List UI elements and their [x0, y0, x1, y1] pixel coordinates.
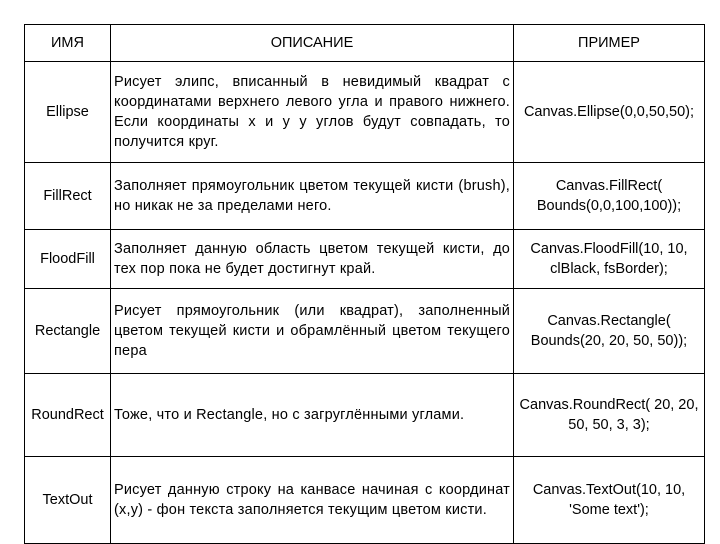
method-example: Canvas.FloodFill(10, 10, clBlack, fsBorder);	[514, 230, 705, 289]
method-description: Рисует элипс, вписанный в невидимый квадрат с координатами верхнего левого угла и правого нижнего. Если координаты х и у у углов будут совпадать, то получится круг.	[111, 62, 514, 163]
method-description: Рисует данную строку на канвасе начиная с координат (x,y) - фон текста заполняется текущим цветом кисти.	[111, 457, 514, 544]
table-row	[25, 457, 705, 544]
method-example: Canvas.TextOut(10, 10, 'Some text');	[514, 457, 705, 544]
header-name: ИМЯ	[25, 25, 111, 62]
method-example: Canvas.RoundRect( 20, 20, 50, 50, 3, 3);	[514, 374, 705, 457]
table-row	[25, 163, 705, 230]
method-description: Тоже, что и Rectangle, но с загруглёнными углами.	[111, 374, 514, 457]
method-example: Canvas.FillRect( Bounds(0,0,100,100));	[514, 163, 705, 230]
method-name: Ellipse	[25, 62, 111, 163]
header-example: ПРИМЕР	[514, 25, 705, 62]
method-name: FloodFill	[25, 230, 111, 289]
table-row	[25, 230, 705, 289]
table-row	[25, 62, 705, 163]
method-example: Canvas.Ellipse(0,0,50,50);	[514, 62, 705, 163]
method-example: Canvas.Rectangle( Bounds(20, 20, 50, 50));	[514, 289, 705, 374]
method-name: RoundRect	[25, 374, 111, 457]
method-description: Рисует прямоугольник (или квадрат), заполненный цветом текущей кисти и обрамлённый цветом текущего пера	[111, 289, 514, 374]
method-description: Заполняет прямоугольник цветом текущей кисти (brush), но никак не за пределами него.	[111, 163, 514, 230]
table-header-row	[25, 25, 705, 62]
method-name: TextOut	[25, 457, 111, 544]
table-row	[25, 289, 705, 374]
method-name: Rectangle	[25, 289, 111, 374]
method-name: FillRect	[25, 163, 111, 230]
header-description: ОПИСАНИЕ	[111, 25, 514, 62]
method-description: Заполняет данную область цветом текущей кисти, до тех пор пока не будет достигнут край.	[111, 230, 514, 289]
canvas-methods-table	[24, 24, 705, 544]
table-row	[25, 374, 705, 457]
